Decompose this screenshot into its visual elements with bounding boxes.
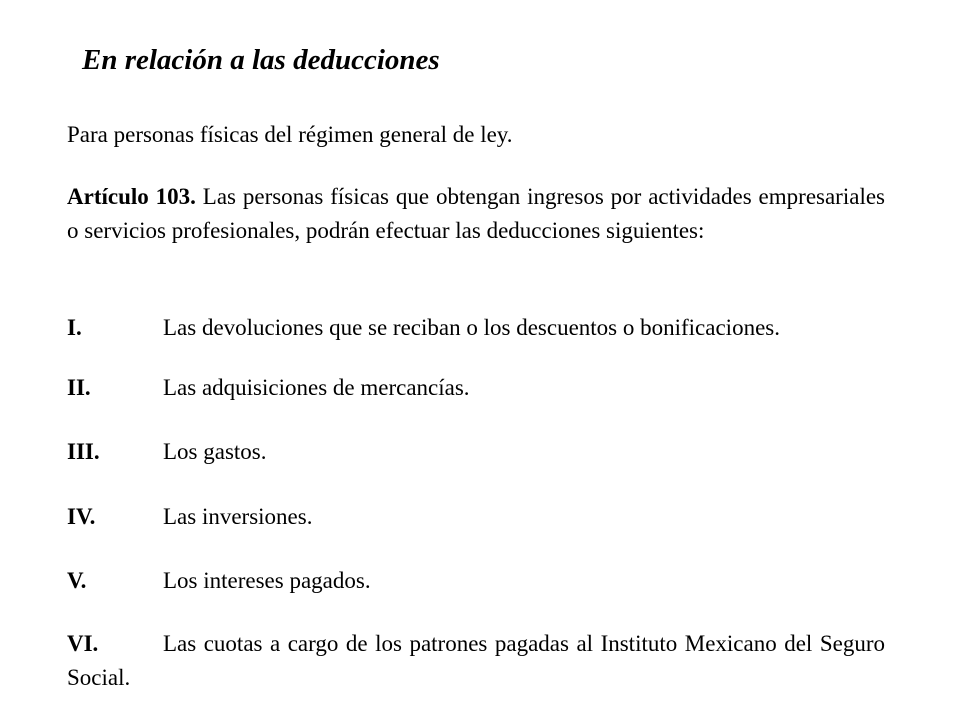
article-paragraph	[67, 180, 885, 247]
page-title: En relación a las deducciones	[82, 44, 440, 76]
intro-line: Para personas físicas del régimen general de ley.	[67, 122, 513, 147]
fraction-numeral: III.	[67, 439, 100, 464]
fraction-numeral: IV.	[67, 504, 96, 529]
fraction-numeral: V.	[67, 568, 87, 593]
article-label: Artículo 103.	[67, 184, 196, 209]
fraction-item-3	[67, 435, 885, 469]
fraction-text: Las devoluciones que se reciban o los descuentos o bonificaciones.	[163, 315, 780, 340]
article-text: Las personas físicas que obtengan ingresos por actividades empresariales o servicios profesionales, podrán efectuar las deducciones siguientes:	[67, 184, 885, 243]
fraction-text: Las adquisiciones de mercancías.	[163, 375, 470, 400]
fraction-item-1	[67, 311, 885, 345]
fraction-item-5	[67, 564, 885, 598]
fraction-item-4	[67, 500, 885, 534]
fraction-numeral: VI.	[67, 631, 99, 656]
fraction-numeral: II.	[67, 375, 91, 400]
fraction-text: Los gastos.	[163, 439, 267, 464]
fraction-numeral: I.	[67, 315, 82, 340]
fraction-item-6	[67, 627, 885, 694]
fraction-item-2	[67, 371, 885, 405]
fraction-text: Las cuotas a cargo de los patrones pagadas al Instituto Mexicano del Seguro Social.	[67, 631, 885, 690]
fraction-text: Las inversiones.	[163, 504, 313, 529]
fraction-text: Los intereses pagados.	[163, 568, 371, 593]
